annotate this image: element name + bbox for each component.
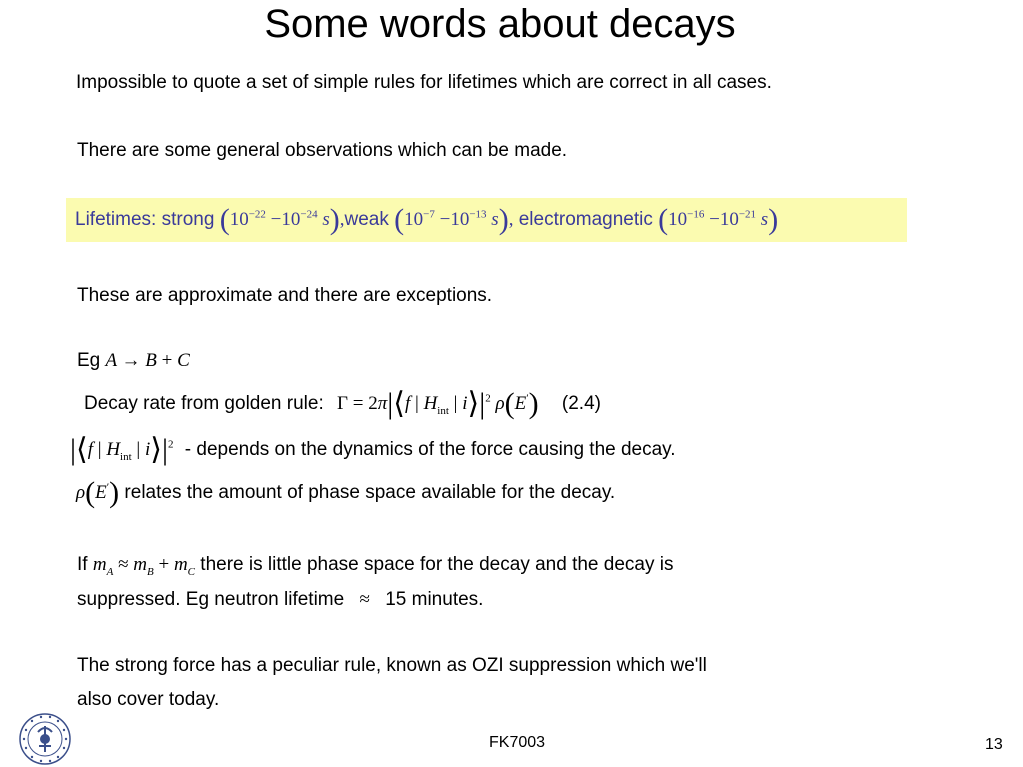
approx-symbol: ≈ xyxy=(359,589,370,610)
suppressed-text-a: suppressed. Eg neutron lifetime xyxy=(77,589,345,610)
rho-formula: ρ(E′) xyxy=(76,476,120,509)
lifetimes-line xyxy=(75,203,779,236)
strong-range: ($10^{-22} -10^{-24}$ s), xyxy=(219,203,345,236)
rho-text: relates the amount of phase space available for the decay. xyxy=(124,482,616,503)
weak-label: weak xyxy=(344,209,389,230)
golden-rule-label: Decay rate from golden rule: xyxy=(84,393,324,414)
if-label: If xyxy=(77,554,88,575)
ozi-line-2: also cover today. xyxy=(77,689,220,710)
em-label: electromagnetic xyxy=(518,209,653,230)
slide-title: Some words about decays xyxy=(264,2,736,46)
if-line xyxy=(77,553,673,577)
ozi-line-1: The strong force has a peculiar rule, known as OZI suppression which we'll xyxy=(77,655,707,676)
university-seal-logo xyxy=(14,712,76,766)
eg-label: Eg xyxy=(77,350,101,371)
matrix-element-text: - depends on the dynamics of the force causing the decay. xyxy=(184,439,676,460)
suppressed-line xyxy=(77,588,483,612)
if-text: there is little phase space for the decay and the decay is xyxy=(200,554,674,575)
weak-range: ($10^{-7} -10^{-13}$ s), xyxy=(394,203,514,236)
golden-rule-formula: Γ = 2π|⟨f | $H_{int}$ | $i⟩|^2$ ρ(E′) xyxy=(337,387,539,420)
matrix-element-formula: |⟨f | $H_{int}$ | $i⟩|^2$ xyxy=(70,433,174,466)
footer-page-number: 13 xyxy=(985,736,1003,753)
golden-rule-line xyxy=(84,387,601,420)
rho-line xyxy=(76,476,616,509)
footer-course: FK7003 xyxy=(489,734,546,751)
suppressed-text-b: 15 minutes. xyxy=(385,589,484,610)
decay-equation: A → B + C xyxy=(105,350,190,371)
em-range: ($10^{-16} -10^{-21}$ s) xyxy=(658,203,779,236)
mass-condition: $m_A \approx m_B + m_C$ xyxy=(92,554,196,578)
observations-line: There are some general observations which can be made. xyxy=(77,140,568,161)
matrix-element-line xyxy=(70,433,676,466)
example-line xyxy=(77,349,190,373)
intro-line: Impossible to quote a set of simple rules for lifetimes which are correct in all cases. xyxy=(76,72,772,93)
equation-number: (2.4) xyxy=(561,393,601,414)
approximate-line: These are approximate and there are exceptions. xyxy=(77,285,493,306)
strong-label: Lifetimes: strong xyxy=(75,209,215,230)
